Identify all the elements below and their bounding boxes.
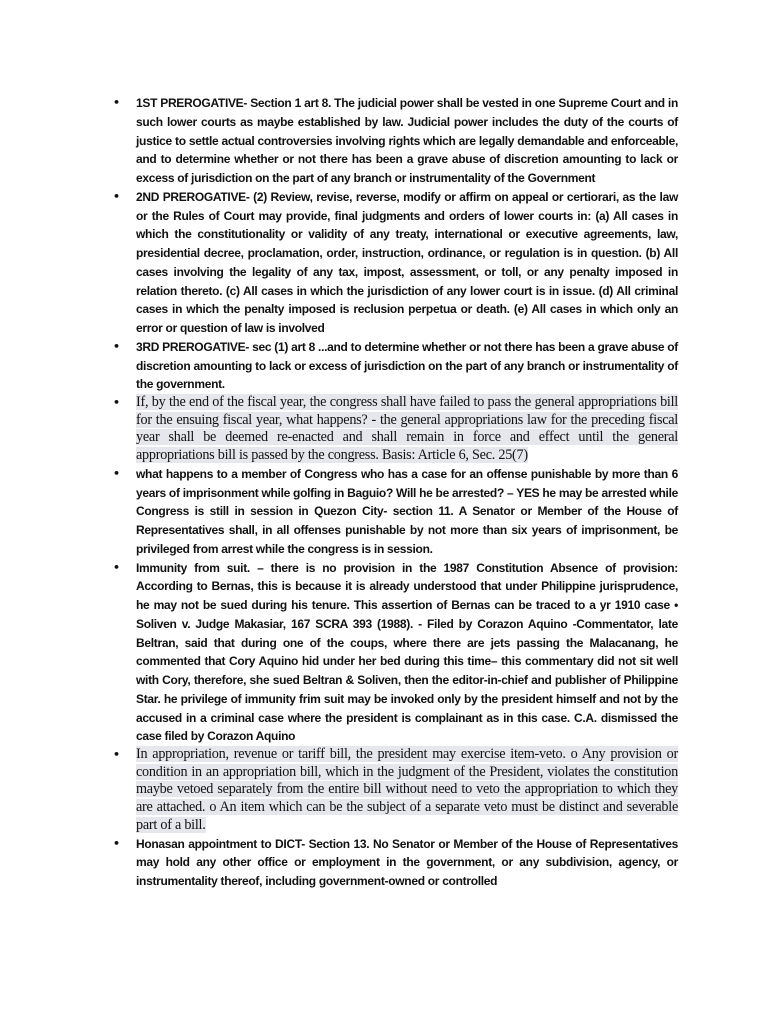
bullet-marker-icon: •: [113, 466, 120, 480]
bullet-list: [113, 94, 678, 891]
bullet-text: If, by the end of the fiscal year, the congress shall have failed to pass the general appropriations bill for the ensuing fiscal year, what happens? - the general appropriations law for the preceding fiscal year shall be deemed re-enacted and shall remain in force and effect until the general appropriations bill is passed by the congress. Basis: Article 6, Sec. 25(7): [136, 394, 678, 464]
bullet-text: 3RD PREROGATIVE- sec (1) art 8 ...and to determine whether or not there has been a grave abuse of discretion amounting to lack or excess of jurisdiction on the part of any branch or instrumentality of the government.: [136, 339, 678, 392]
bullet-immunity-from-suit: [113, 559, 678, 747]
bullet-text: In appropriation, revenue or tariff bill, the president may exercise item-veto. o Any provision or condition in an appropriation bill, which in the judgment of the President, violates the constitution maybe vetoed separately from the entire bill without need to veto the appropriation to which they are attached. o An item which can be the subject of a separate veto must be distinct and severable part of a bill.: [136, 746, 678, 833]
bullet-3rd-prerogative: [113, 338, 678, 394]
bullet-marker-icon: •: [113, 560, 120, 574]
bullet-text: Immunity from suit. – there is no provision in the 1987 Constitution Absence of provision: According to Bernas, this is because it is already understood that under Philippine jurisprudence, he may not be sued during his tenure. This assertion of Bernas can be traced to a yr 1910 case • Soliven v. Judge Makasiar, 167 SCRA 393 (1988). - Filed by Corazon Aquino -Commentator, late Beltran, said that during one of the coups, where there are jets passing the Malacanang, he commented that Cory Aquino hid under her bed during this time– this commentary did not sit well with Cory, therefore, she sued Beltran & Soliven, then the editor-in-chief and publisher of Philippine Star. he privilege of immunity frim suit may be invoked only by the president himself and not by the accused in a criminal case where the president is complainant as in this case. C.A. dismissed the case filed by Corazon Aquino: [136, 560, 678, 744]
bullet-appropriations-bill: [113, 394, 678, 465]
bullet-item-veto: [113, 746, 678, 835]
bullet-marker-icon: •: [113, 836, 120, 850]
bullet-text: 2ND PREROGATIVE- (2) Review, revise, reverse, modify or affirm on appeal or certiorari, as the law or the Rules of Court may provide, final judgments and orders of lower courts in: (a) All cases in which the constitutionality or validity of any treaty, international or executive agreements, law, presidential decree, proclamation, order, instruction, ordinance, or regulation is in question. (b) All cases involving the legality of any tax, impost, assessment, or toll, or any penalty imposed in relation thereto. (c) All cases in which the jurisdiction of any lower court is in issue. (d) All criminal cases in which the penalty imposed is reclusion perpetua or death. (e) All cases in which only an error or question of law is involved: [136, 189, 678, 335]
bullet-2nd-prerogative: [113, 188, 678, 338]
bullet-text: 1ST PREROGATIVE- Section 1 art 8. The judicial power shall be vested in one Supreme Court and in such lower courts as maybe established by law. Judicial power includes the duty of the courts of justice to settle actual controversies involving rights which are legally demandable and enforceable, and to determine whether or not there has been a grave abuse of discretion amounting to lack or excess of jurisdiction on the part of any branch or instrumentality of the Government: [136, 96, 678, 185]
bullet-marker-icon: •: [113, 396, 120, 409]
bullet-1st-prerogative: [113, 94, 678, 188]
bullet-text: Honasan appointment to DICT- Section 13. No Senator or Member of the House of Representatives may hold any other office or employment in the government, or any subdivision, agency, or instrumentality thereof, including government-owned or controlled: [136, 836, 678, 889]
bullet-marker-icon: •: [113, 339, 120, 353]
bullet-marker-icon: •: [113, 96, 120, 109]
bullet-marker-icon: •: [113, 748, 120, 762]
bullet-marker-icon: •: [113, 189, 120, 203]
bullet-congress-arrest: [113, 465, 678, 559]
bullet-text: what happens to a member of Congress who has a case for an offense punishable by more than 6 years of imprisonment while golfing in Baguio? Will he be arrested? – YES he may be arrested while Congress is still in session in Quezon City- section 11. A Senator or Member of the House of Representatives shall, in all offenses punishable by not more than six years of imprisonment, be privileged from arrest while the congress is in session.: [136, 466, 678, 556]
bullet-honasan-appointment: [113, 835, 678, 891]
